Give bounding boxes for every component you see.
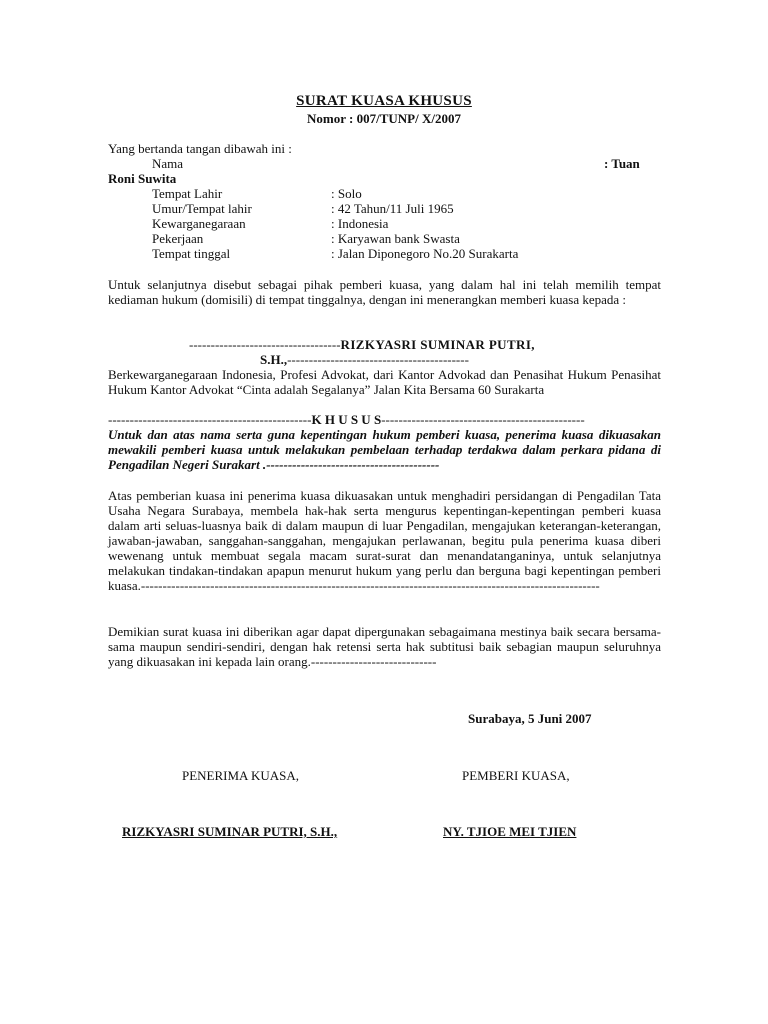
paragraph-authority <box>108 488 661 593</box>
penerima-kuasa-label: PENERIMA KUASA, <box>182 768 300 783</box>
dash-line: ----------------------------------------------- <box>381 412 585 427</box>
paragraph-designation: Untuk selanjutnya disebut sebagai pihak pemberi kuasa, yang dalam hal ini telah memilih tempat kediaman hukum (domisili) di tempat tinggalnya, dengan ini menerangkan memberi kuasa kepada : <box>108 277 661 307</box>
grantee-title: S.H., <box>260 352 288 367</box>
grantee-line-1 <box>189 337 535 352</box>
paragraph-authority-text: Atas pemberian kuasa ini penerima kuasa dikuasakan untuk menghadiri persidangan di Pengadilan Tata Usaha Negara Surabaya, membela hak-hak serta mengurus kepentingan-kepentingan pemberi kuasa dalam arti seluas-luasnya baik di dalam maupun di luar Pengadilan, mengajukan keterangan-keterangan, jawaban-jawaban, sanggahan-sanggahan, mengajukan perlawanan, begitu pula penerima kuasa diberi wewenang untuk membuat segala macam surat-surat dan menandatanganinya, untuk selanjutnya melakukan tindakan-tindakan apapun menurut hukum yang perlu dan berguna bagi kepentingan pemberi kuasa. <box>108 488 661 593</box>
khusus-line <box>108 412 664 427</box>
field-sep-nama: : Tuan <box>604 156 640 171</box>
field-value-pekerjaan: : Karyawan bank Swasta <box>331 231 460 246</box>
dash-line: ----------------------------------------------- <box>108 412 312 427</box>
penerima-kuasa-name: RIZKYASRI SUMINAR PUTRI, S.H., <box>122 824 338 839</box>
document-date: Surabaya, 5 Juni 2007 <box>468 711 592 726</box>
field-label-umur: Umur/Tempat lahir <box>152 201 252 216</box>
field-value-tempat-tinggal: : Jalan Diponegoro No.20 Surakarta <box>331 246 519 261</box>
field-value-kewarganegaraan: : Indonesia <box>331 216 389 231</box>
khusus-paragraph <box>108 427 661 472</box>
grantee-line-2 <box>260 352 469 367</box>
field-value-umur: : 42 Tahun/11 Juli 1965 <box>331 201 454 216</box>
field-label-nama: Nama <box>152 156 184 171</box>
dash-line: ----------------------------- <box>310 654 437 669</box>
field-value-tempat-lahir: : Solo <box>331 186 362 201</box>
intro-text: Yang bertanda tangan dibawah ini : <box>108 141 292 156</box>
grantee-description: Berkewarganegaraan Indonesia, Profesi Advokat, dari Kantor Advokad dan Penasihat Hukum Penasihat Hukum Kantor Advokat “Cinta adalah Segalanya” Jalan Kita Bersama 60 Surakarta <box>108 367 661 397</box>
dash-line: ----------------------------------- <box>189 337 341 352</box>
pemberi-kuasa-label: PEMBERI KUASA, <box>462 768 570 783</box>
dash-line: ------------------------------------------ <box>287 352 469 367</box>
dash-line: ---------------------------------------- <box>266 457 440 472</box>
field-label-pekerjaan: Pekerjaan <box>152 231 204 246</box>
paragraph-closing-text: Demikian surat kuasa ini diberikan agar dapat dipergunakan sebagaimana mestinya baik secara bersama-sama maupun sendiri-sendiri, dengan hak retensi serta hak subtitusi baik sebagian maupun seluruhnya yang dikuasakan ini kepada lain orang. <box>108 624 661 669</box>
khusus-label: K H U S U S <box>311 412 382 427</box>
dash-line: ---------------------------------------------------------------------------------------------------------- <box>140 578 600 593</box>
grantee-name: RIZKYASRI SUMINAR PUTRI, <box>340 337 535 352</box>
field-value-nama: Roni Suwita <box>108 171 177 186</box>
document-title: SURAT KUASA KHUSUS <box>296 93 472 109</box>
field-label-kewarganegaraan: Kewarganegaraan <box>152 216 246 231</box>
paragraph-closing <box>108 624 661 669</box>
khusus-text: Untuk dan atas nama serta guna kepentingan hukum pemberi kuasa, penerima kuasa dikuasakan mewakili pemberi kuasa untuk melakukan pembelaan terhadap terdakwa dalam perkara pidana di Pengadilan Negeri Surakart . <box>108 427 661 472</box>
field-label-tempat-tinggal: Tempat tinggal <box>152 246 231 261</box>
field-label-tempat-lahir: Tempat Lahir <box>152 186 223 201</box>
document-number: Nomor : 007/TUNP/ X/2007 <box>307 111 461 126</box>
pemberi-kuasa-name: NY. TJIOE MEI TJIEN <box>443 824 577 839</box>
